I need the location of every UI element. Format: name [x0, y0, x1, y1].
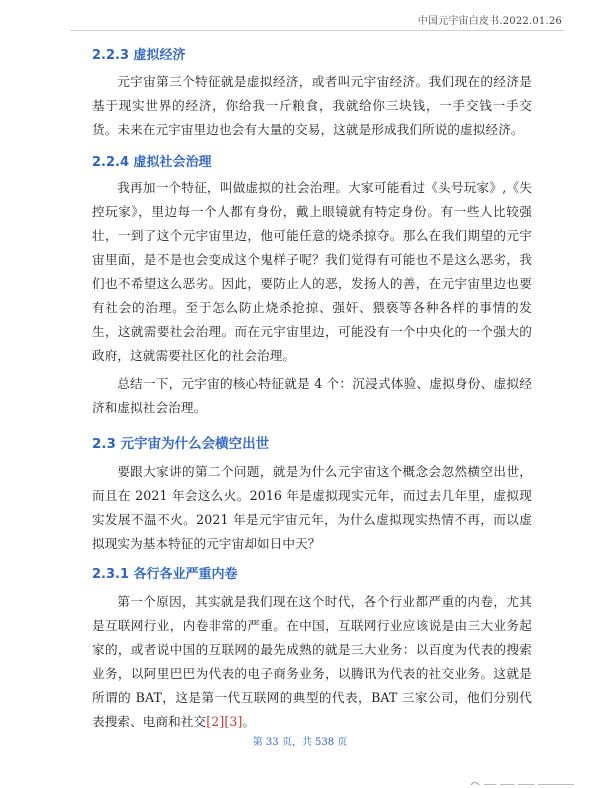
paragraph: 元宇宙第三个特征就是虚拟经济，或者叫元宇宙经济。我们现在的经济是基于现实世界的经济，你给我一斤粮食，我就给你三块钱，一手交钱一手交货。未来在元宇宙里边也会有大量的交易，这就是形成我们所说的虚拟经济。 [92, 74, 532, 137]
paragraph: 总结一下，元宇宙的核心特征就是 4 个：沉浸式体验、虚拟身份、虚拟经济和虚拟社会治理。 [92, 376, 532, 415]
section-heading-2-2-3: 2.2.3 虚拟经济 [92, 48, 186, 63]
paragraph-end: 。 [242, 714, 256, 729]
citation-link[interactable]: [3] [224, 714, 243, 729]
paragraph: 我再加一个特征，叫做虚拟的社会治理。大家可能看过《头号玩家》,《失控玩家》，里边每一个人都有身份，戴上眼镜就有特定身份。有一些人比较强壮，一到了这个元宇宙里边，他可能任意的烧杀掠夺。那么在我们期望的元宇宙里面，是不是也会变成这个鬼样子呢？我们觉得有可能也不是这么恶劣，我们也不希望这么恶劣。因此，要防止人的恶，发扬人的善，在元宇宙里边也要有社会的治理。至于怎么防止烧杀抢掠、强奸、猥亵等各种各样的事情的发生，这就需要社会治理。而在元宇宙里边，可能没有一个中央化的一个强大的政府，这就需要社区化的社会治理。 [92, 180, 532, 363]
page-header: 中国元宇宙白皮书.2022.01.26 [417, 16, 562, 27]
section-heading-2-3-1: 2.3.1 各行各业严重内卷 [92, 567, 238, 582]
paragraph: 要跟大家讲的第二个问题，就是为什么元宇宙这个概念会忽然横空出世，而且在 2021 年会这么火。2016 年是虚拟现实元年，而过去几年里，虚拟现实发展不温不火。2021 年是元宇宙元年，为什么虚拟现实热情不再，而以虚拟现实为基本特征的元宇宙却如日中天？ [92, 464, 532, 551]
watermark [470, 776, 580, 785]
page-footer: 第 33 页，共 538 页 [252, 737, 348, 748]
paragraph-text: 第一个原因，其实就是我们现在这个时代，各个行业都严重的内卷，尤其是互联网行业，内卷非常的严重。在中国，互联网行业应该说是由三大业务起家的，或者说中国的互联网的最先成熟的就是三大业务：以百度为代表的搜索业务，以阿里巴巴为代表的电子商务业务，以腾讯为代表的社交业务。这就是所谓的 BAT，这是第一代互联网的典型的代表，BAT 三家公司，他们分别代表搜索、电商和社交 [92, 594, 532, 729]
watermark-icon [470, 782, 480, 786]
paragraph [92, 590, 532, 734]
section-heading-2-3: 2.3 元宇宙为什么会横空出世 [92, 436, 270, 452]
watermark-text-graphic [484, 784, 574, 786]
section-heading-2-2-4: 2.2.4 虚拟社会治理 [92, 155, 212, 170]
citation-link[interactable]: [2] [206, 714, 225, 729]
header-rule [70, 30, 564, 31]
